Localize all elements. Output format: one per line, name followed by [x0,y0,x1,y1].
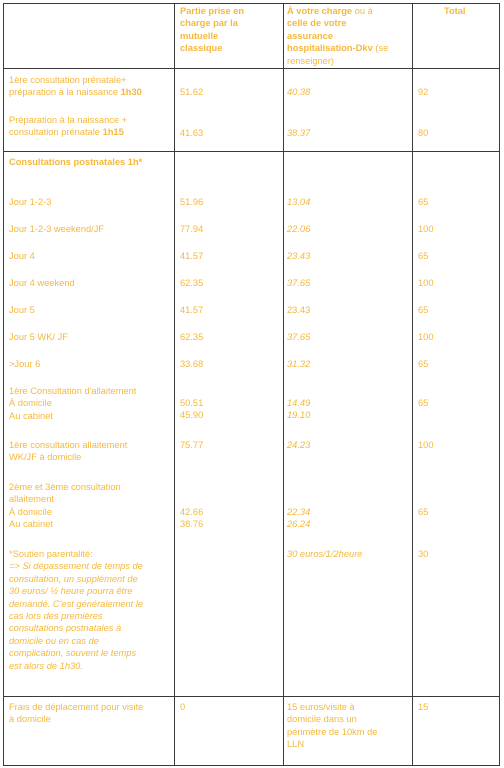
cell-charge: 31.32 [287,359,311,369]
column-divider [283,4,284,765]
cell-total: 65 [418,251,429,261]
cell-mutuelle: 77.94 [180,224,204,234]
column-divider [412,4,413,765]
cell-charge: 23.43 [287,305,311,315]
cell-mutuelle: 41.57 [180,305,204,315]
row-label-day: Jour 1-2-3 [9,197,52,207]
row-label-day: Jour 1-2-3 weekend/JF [9,224,105,234]
cell-charge: 22.34 26.24 [287,507,311,530]
cell-total: 30 [418,549,429,559]
cell-total: 65 [418,305,429,315]
header-total: Total [444,6,466,16]
cell-charge: 22.06 [287,224,311,234]
cell-mutuelle: 41.57 [180,251,204,261]
cell-mutuelle: 41.63 [180,128,204,138]
cell-mutuelle: 42.66 38.76 [180,507,204,530]
cell-total: 15 [418,702,429,712]
row-label-day: >Jour 6 [9,359,41,369]
cell-mutuelle: 62.35 [180,332,204,342]
tarifs-table [3,3,500,766]
header-mutuelle: Partie prise en charge par la mutuelle classique [180,6,245,54]
cell-mutuelle: 62.35 [180,278,204,288]
row-label-day: Jour 4 weekend [9,278,75,288]
cell-mutuelle: 75.77 [180,440,204,450]
cell-charge: 37.65 [287,332,311,342]
row-label-prenatal-2: Préparation à la naissance + consultation prénatale 1h15 [9,115,128,138]
row-divider [4,696,499,697]
cell-mutuelle: 0 [180,702,186,712]
row-label-soutien: *Soutien parentalité: => Si dépassement de temps de consultation, un supplément de 30 euros/ ½ heure pourra être demandé. C'est généralement le cas lors des premières consultations postnatales à domicile ou en cas de complication, souvent le temps est alors de 1h30. [9,549,144,671]
cell-mutuelle: 50.51 45.90 [180,398,204,421]
cell-total: 100 [418,440,434,450]
section-title-postnatal: Consultations postnatales 1h* [9,157,143,167]
row-label-allaitement-wk: 1ère consultation allaitement WK/JF à domicile [9,440,128,463]
cell-mutuelle: 51.62 [180,87,204,97]
cell-total: 65 [418,359,429,369]
row-label-day: Jour 4 [9,251,35,261]
column-divider [174,4,175,765]
row-label-allaitement-1: 1ère Consultation d'allaitement À domicile Au cabinet [9,386,137,421]
cell-charge: 15 euros/visite à domicile dans un périmètre de 10km de LLN [287,702,378,750]
row-divider [4,68,499,69]
cell-total: 80 [418,128,429,138]
row-divider [4,151,499,152]
cell-total: 65 [418,507,429,517]
cell-total: 92 [418,87,429,97]
cell-total: 65 [418,197,429,207]
cell-charge: 24.23 [287,440,311,450]
row-label-allaitement-2-3: 2ème et 3ème consultation allaitement À domicile Au cabinet [9,482,121,530]
cell-total: 100 [418,332,434,342]
cell-total: 100 [418,224,434,234]
cell-charge: 30 euros/1/2heure [287,549,363,559]
soutien-note: => Si dépassement de temps de consultation, un supplément de 30 euros/ ½ heure pourra être demandé. C'est généralement le cas lors des premières consultations postnatales à domicile ou en cas de complication, souvent le temps est alors de 1h30. [9,561,144,671]
cell-mutuelle: 51.96 [180,197,204,207]
row-label-frais: Frais de déplacement pour visite à domicile [9,702,144,725]
cell-charge: 13.04 [287,197,311,207]
cell-charge: 14.49 19.10 [287,398,311,421]
cell-total: 65 [418,398,429,408]
header-charge: À votre charge ou à celle de votre assurance hospitalisation-Dkv (se renseigner) [287,6,389,66]
cell-total: 100 [418,278,434,288]
cell-charge: 40.38 [287,87,311,97]
cell-charge: 37.65 [287,278,311,288]
cell-charge: 23.43 [287,251,311,261]
row-label-prenatal-1: 1ère consultation prénatale+ préparation à la naissance 1h30 [9,75,142,98]
cell-mutuelle: 33.68 [180,359,204,369]
row-label-day: Jour 5 WK/ JF [9,332,68,342]
cell-charge: 38.37 [287,128,311,138]
row-label-day: Jour 5 [9,305,35,315]
